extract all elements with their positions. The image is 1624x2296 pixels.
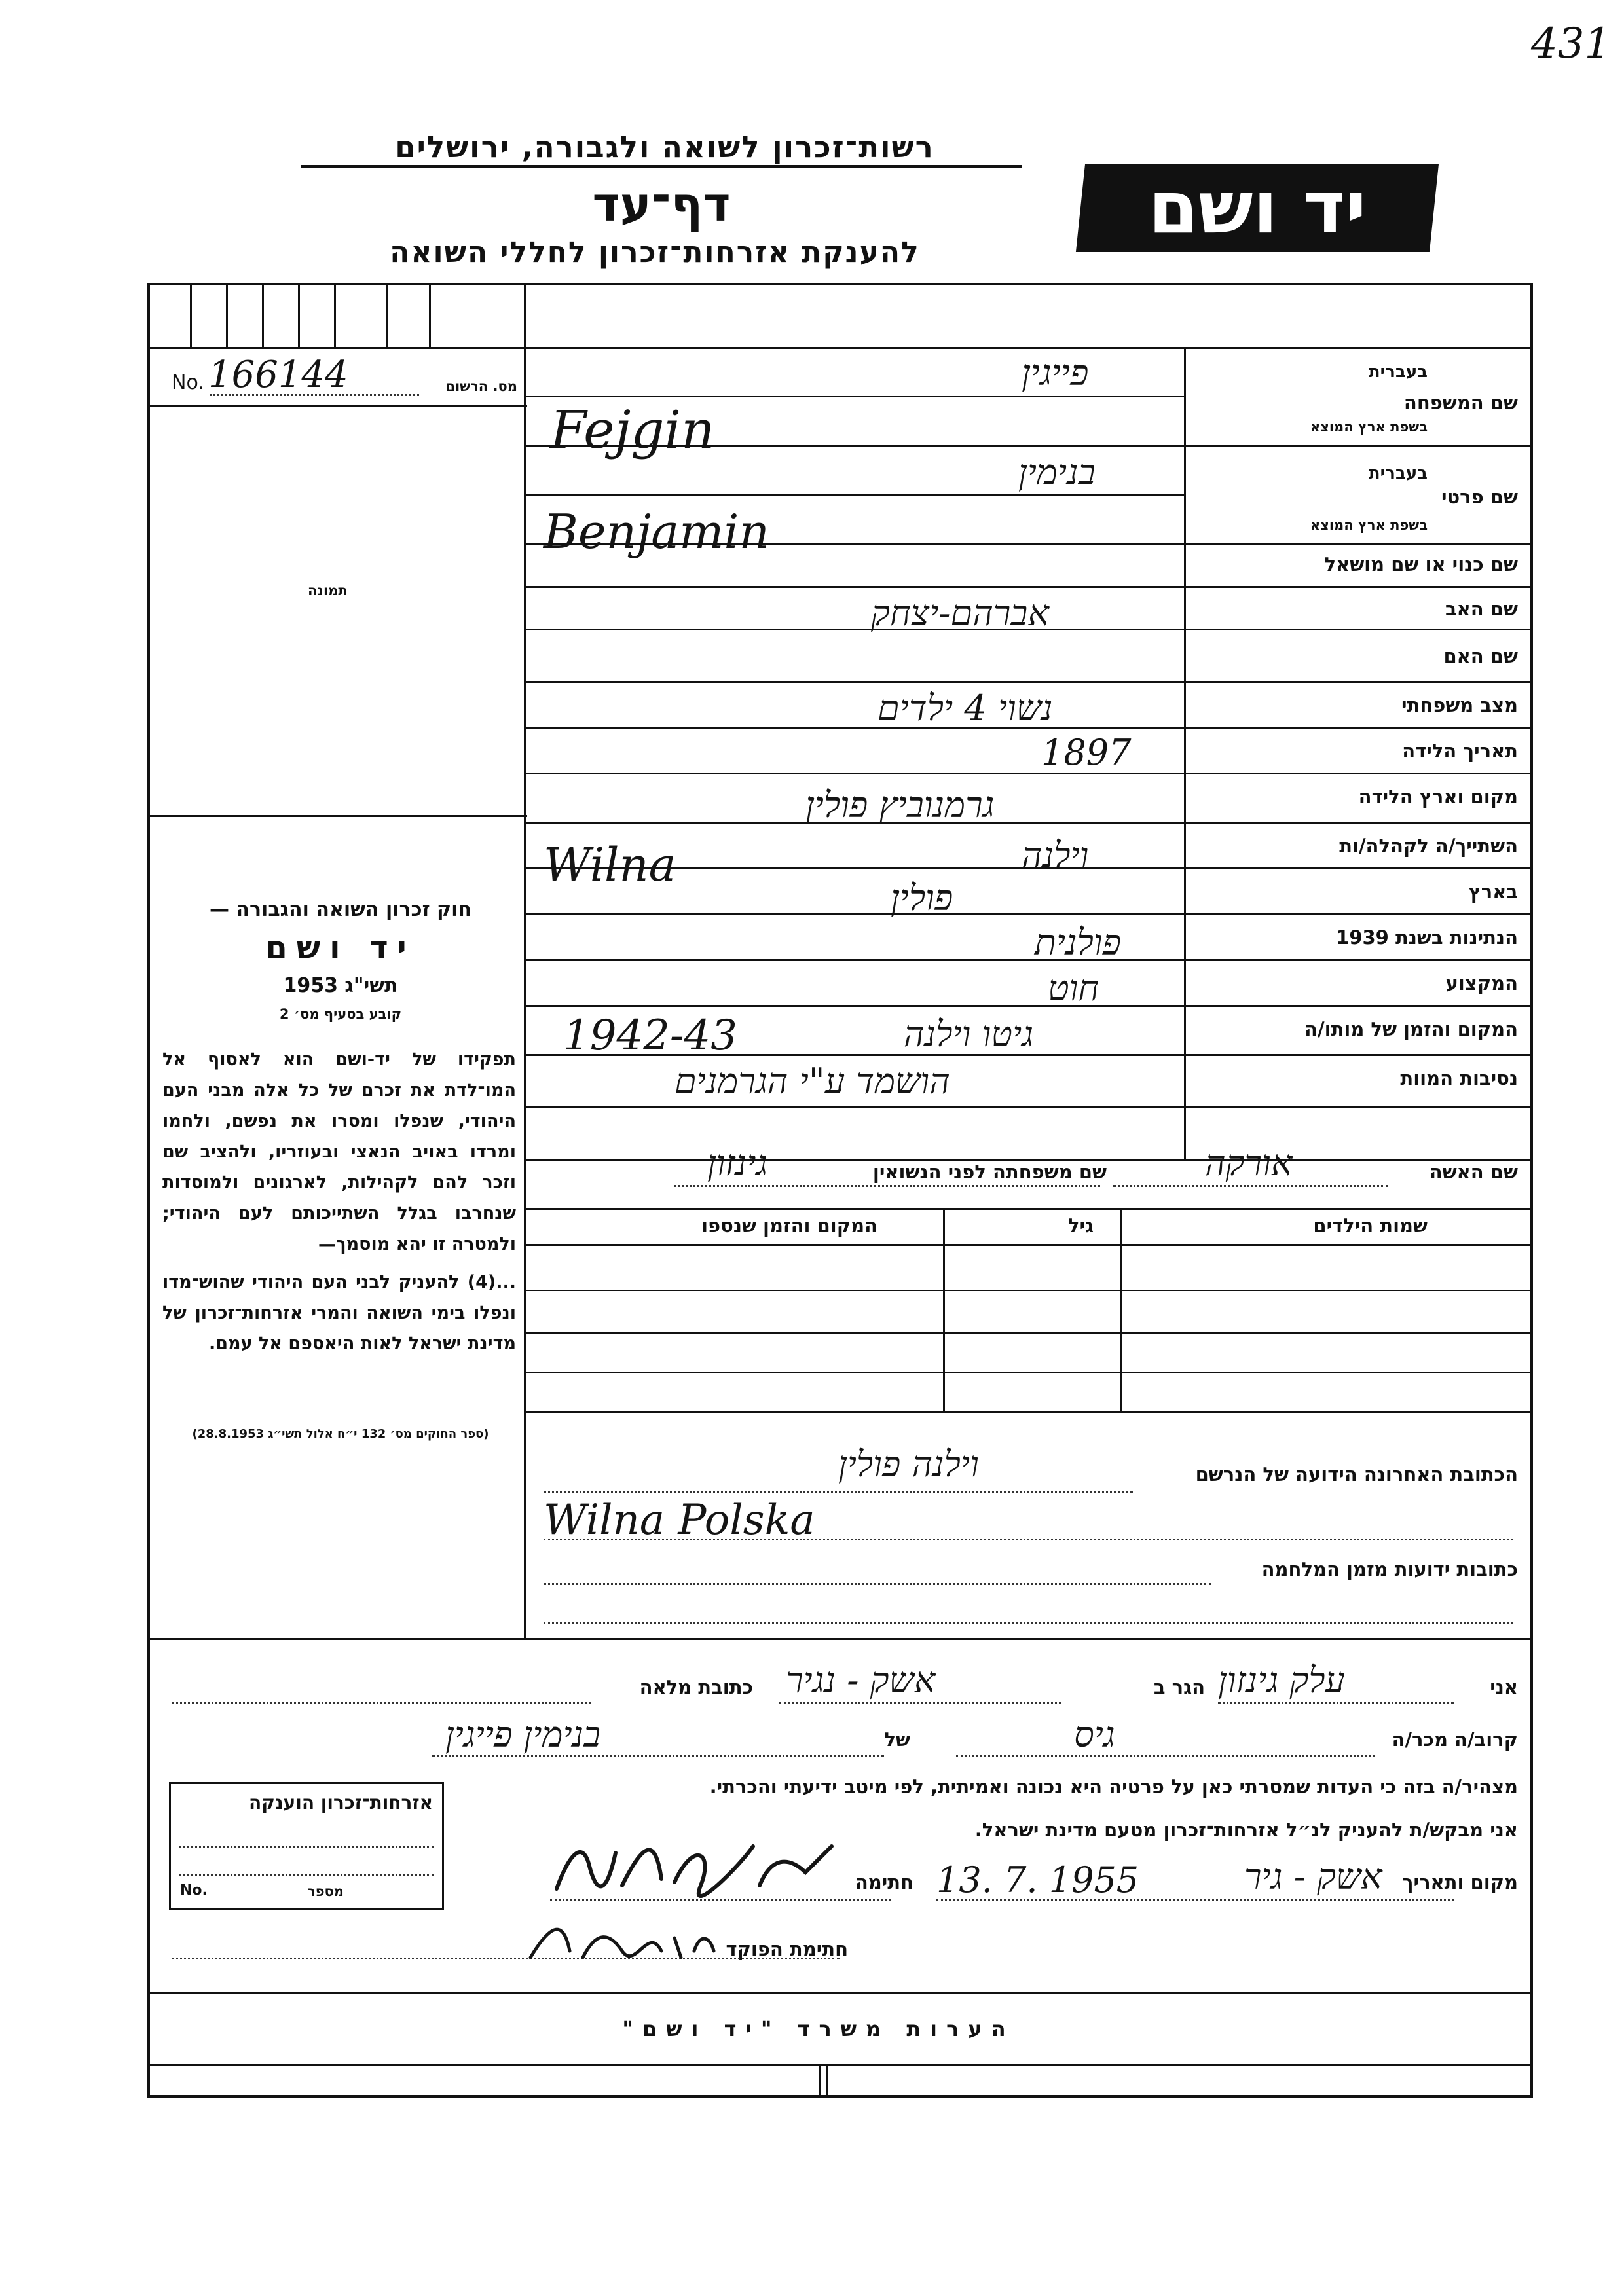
last-address-dots bbox=[544, 1491, 1133, 1493]
top-cell-divider bbox=[386, 283, 388, 348]
top-cell-divider bbox=[429, 283, 431, 348]
frame-left bbox=[147, 283, 150, 2098]
label-wife-name: שם האשה bbox=[1429, 1161, 1518, 1183]
frame-right bbox=[1530, 283, 1533, 2098]
children-col-divider bbox=[943, 1208, 945, 1411]
children-col-divider bbox=[1120, 1208, 1122, 1411]
logo-text: יד ושם bbox=[1148, 166, 1367, 249]
award-box-title: אזרחות־זכרון הוענקה bbox=[249, 1792, 433, 1813]
award-box-number-label: מספר bbox=[307, 1884, 344, 1899]
award-box-dots-2 bbox=[179, 1874, 434, 1876]
label-last-address: הכתובת האחרונה הידועה של הנרשם bbox=[1195, 1463, 1518, 1485]
label-in-hebrew: בעברית bbox=[1368, 362, 1428, 382]
row-line bbox=[524, 1106, 1532, 1108]
label-birth-date: תאריך הלידה bbox=[1402, 740, 1518, 762]
law-paragraph-2: ...(4) להעניק לבני העם היהודי שהוש־מדו ונפלו בימי השואה והמרי אזרחות־זכרון של מדינת ישראל לאות היאספם אל עמם. bbox=[162, 1272, 516, 1354]
row-half-line bbox=[524, 396, 1185, 397]
law-title: חוק זכרון השואה והגבורה — bbox=[209, 898, 472, 921]
photo-bottom bbox=[147, 815, 527, 817]
notes-center-mark bbox=[819, 2064, 821, 2095]
top-cell-divider bbox=[334, 283, 336, 348]
label-children-death: המקום והזמן שנספו bbox=[701, 1214, 877, 1237]
label-country: בארץ bbox=[1468, 881, 1518, 903]
value-citizenship: פולנית bbox=[1035, 922, 1122, 963]
notes-top bbox=[147, 1992, 1533, 1994]
value-occupation: חוט bbox=[1048, 968, 1099, 1009]
notes-divider bbox=[147, 2064, 1533, 2066]
top-cell-divider bbox=[298, 283, 300, 348]
of-dots bbox=[432, 1755, 884, 1757]
maiden-name-dots bbox=[674, 1185, 1100, 1187]
value-declarant-name: עלק גינזון bbox=[1218, 1660, 1346, 1701]
address-section-bottom bbox=[147, 1638, 1533, 1640]
value-first-name-he: בנימין bbox=[1018, 452, 1096, 493]
value-community-orig: Wilna bbox=[544, 838, 676, 892]
label-age: גיל bbox=[1067, 1214, 1094, 1237]
law-section: קובע בסעיף מס׳ 2 bbox=[279, 1006, 402, 1022]
registration-dots bbox=[210, 394, 419, 396]
wife-name-dots bbox=[1113, 1185, 1388, 1187]
label-marital: מצב משפחתי bbox=[1401, 694, 1518, 716]
label-maiden-name: שם משפחתה לפני הנשואין bbox=[872, 1161, 1107, 1183]
label-officer-signature: חתימת הפוקד bbox=[726, 1938, 848, 1960]
value-relation: גיס bbox=[1074, 1714, 1115, 1755]
value-death-year: 1942-43 bbox=[563, 1011, 737, 1060]
value-family-name-orig: Fejgin bbox=[550, 399, 715, 460]
label-signature: חתימה bbox=[855, 1871, 913, 1893]
label-place-date: מקום ותאריך bbox=[1402, 1871, 1518, 1893]
row-line bbox=[524, 913, 1532, 915]
label-full-address: כתובת מלאה bbox=[639, 1676, 753, 1698]
children-header-bottom bbox=[524, 1244, 1532, 1246]
row-line bbox=[524, 822, 1532, 824]
label-father: שם האב bbox=[1445, 598, 1518, 620]
row-line bbox=[524, 1005, 1532, 1007]
authority-underline bbox=[301, 165, 1022, 168]
label-in-hebrew-2: בעברית bbox=[1368, 464, 1428, 483]
label-mother: שם האם bbox=[1443, 645, 1518, 667]
value-country: פולין bbox=[891, 877, 953, 919]
law-name: יד ושם bbox=[265, 930, 416, 966]
declarant-dots bbox=[1218, 1702, 1454, 1704]
value-father: אברהם-יצחק bbox=[871, 592, 1049, 634]
label-first-name: שם פרטי bbox=[1441, 486, 1518, 508]
declaration-statement: מצהיר/ה בזה כי העדות שמסרתי כאן על פרטיה היא נכונה ואמיתית, לפי מיטב ידיעתי והכרתי. bbox=[709, 1776, 1518, 1798]
value-birth-date: 1897 bbox=[1041, 732, 1132, 773]
registration-label: מס. הרשום bbox=[445, 378, 517, 394]
declarant-signature bbox=[544, 1827, 845, 1905]
law-year: תשי"ג 1953 bbox=[283, 974, 398, 997]
value-death-circumstances: הושמד ע"י הגרמנים bbox=[674, 1061, 950, 1102]
value-date: 13. 7. 1955 bbox=[936, 1859, 1139, 1901]
last-address-dots-2 bbox=[544, 1539, 1513, 1540]
top-cell-divider bbox=[190, 283, 192, 348]
label-death-place-time: המקום והזמן של מותו/ה bbox=[1304, 1018, 1518, 1040]
war-address-dots-2 bbox=[544, 1622, 1513, 1624]
wife-row-bottom bbox=[524, 1208, 1532, 1210]
page-number: 431 bbox=[1531, 20, 1612, 68]
top-cell-divider bbox=[262, 283, 264, 348]
registration-bottom bbox=[147, 405, 527, 407]
top-band-bottom bbox=[147, 347, 1533, 349]
war-address-dots bbox=[544, 1583, 1211, 1585]
label-citizenship: הנתינות בשנת 1939 bbox=[1336, 926, 1518, 949]
value-last-address-orig: Wilna Polska bbox=[544, 1496, 815, 1544]
row-line bbox=[524, 959, 1532, 961]
label-nickname: שם כנוי או שם מושאל bbox=[1324, 553, 1518, 575]
notes-center-mark bbox=[826, 2064, 828, 2095]
label-war-addresses: כתובות ידועות מזמן המלחמה bbox=[1261, 1558, 1518, 1580]
label-relation: קרוב/ה מכר/ה bbox=[1392, 1728, 1518, 1751]
law-paragraph-1: תפקידו של יד-ושם הוא לאסוף אל המו־לדת את זכרם של כל אלה מבני העם היהודי, שנפלו ומסרו את נפשם, ולחמו ומרדו באויב הנאצי ובעוזריו, ולהציב שם וזכר להם לקהילות, לארגונים ולמוסדות שנחרבו בגלל השתייכותם לעם היהודי; ולמטרה זו יהא מוסמך— bbox=[162, 1049, 516, 1254]
label-resides: הגר ב bbox=[1153, 1676, 1205, 1698]
award-box-no-label: No. bbox=[180, 1882, 208, 1899]
form-title: דף־עד bbox=[592, 177, 731, 232]
value-death-place: גיטו וילנה bbox=[904, 1013, 1034, 1055]
officer-signature-dots bbox=[172, 1958, 840, 1959]
notes-label: הערות משרד "יד ושם" bbox=[622, 2016, 1015, 2041]
frame-top bbox=[147, 283, 1533, 285]
label-children-names: שמות הילדים bbox=[1313, 1214, 1428, 1237]
full-address-dots bbox=[172, 1702, 591, 1704]
row-line bbox=[524, 586, 1532, 588]
value-maiden-name: גינזון bbox=[707, 1142, 768, 1184]
children-table-bottom bbox=[524, 1411, 1532, 1413]
resides-dots bbox=[779, 1702, 1061, 1704]
children-row bbox=[524, 1372, 1532, 1373]
value-community-he: וילנה bbox=[1022, 835, 1089, 876]
value-last-address-he: וילנה פולין bbox=[838, 1444, 979, 1485]
row-line bbox=[524, 681, 1532, 683]
award-box-dots bbox=[179, 1846, 434, 1848]
value-first-name-orig: Benjamin bbox=[544, 504, 769, 559]
value-resides: אשק - נגיר bbox=[786, 1660, 936, 1701]
relation-dots bbox=[956, 1755, 1375, 1757]
label-column-divider bbox=[1184, 347, 1186, 1159]
value-family-name-he: פייגין bbox=[1022, 352, 1089, 393]
value-birth-place: גרמנוביץ פולין bbox=[805, 784, 995, 826]
label-in-origin-lang: בשפת ארץ המוצא bbox=[1310, 419, 1428, 435]
form-subtitle: להענקת אזרחות־זכרון לחללי השואה bbox=[390, 236, 920, 269]
law-citation: (ספר החוקים מס׳ 132 י״ח אלול תשי״ג 28.8.1953) bbox=[192, 1427, 489, 1441]
top-cell-divider bbox=[226, 283, 228, 348]
label-death-circumstances: נסיבות המוות bbox=[1400, 1067, 1518, 1089]
registration-number: 166144 bbox=[208, 354, 348, 396]
value-place: אשק - גיר bbox=[1244, 1856, 1382, 1897]
yad-vashem-logo bbox=[1076, 164, 1439, 252]
row-line bbox=[524, 773, 1532, 774]
label-i: אני bbox=[1490, 1676, 1518, 1698]
frame-bottom bbox=[147, 2095, 1533, 2098]
label-of: של bbox=[884, 1728, 910, 1751]
authority-title: רשות־זכרון לשואה ולגבורה, ירושלים bbox=[395, 130, 934, 164]
children-row bbox=[524, 1332, 1532, 1334]
label-community: השתייך/ה לקהלה/ות bbox=[1339, 835, 1518, 857]
label-family-name: שם המשפחה bbox=[1403, 392, 1518, 414]
label-birth-place: מקום וארץ הלידה bbox=[1358, 786, 1518, 808]
label-in-origin-lang-2: בשפת ארץ המוצא bbox=[1310, 517, 1428, 533]
place-date-dots bbox=[936, 1899, 1454, 1901]
row-half-line bbox=[524, 494, 1185, 496]
value-marital: נשוי 4 ילדים bbox=[877, 687, 1053, 729]
registration-no-label: No. bbox=[172, 371, 204, 394]
children-row bbox=[524, 1290, 1532, 1291]
value-of: בנימין פייגין bbox=[445, 1714, 601, 1755]
officer-signature bbox=[524, 1912, 720, 1971]
photo-label: תמונה bbox=[308, 583, 348, 598]
value-wife-name: אורקה bbox=[1205, 1142, 1293, 1184]
declaration-request: אני מבקש/ת להעניק לנ״ל אזרחות־זכרון מטעם מדינת ישראל. bbox=[974, 1819, 1518, 1841]
award-box bbox=[169, 1782, 444, 1910]
label-occupation: המקצוע bbox=[1445, 972, 1518, 994]
